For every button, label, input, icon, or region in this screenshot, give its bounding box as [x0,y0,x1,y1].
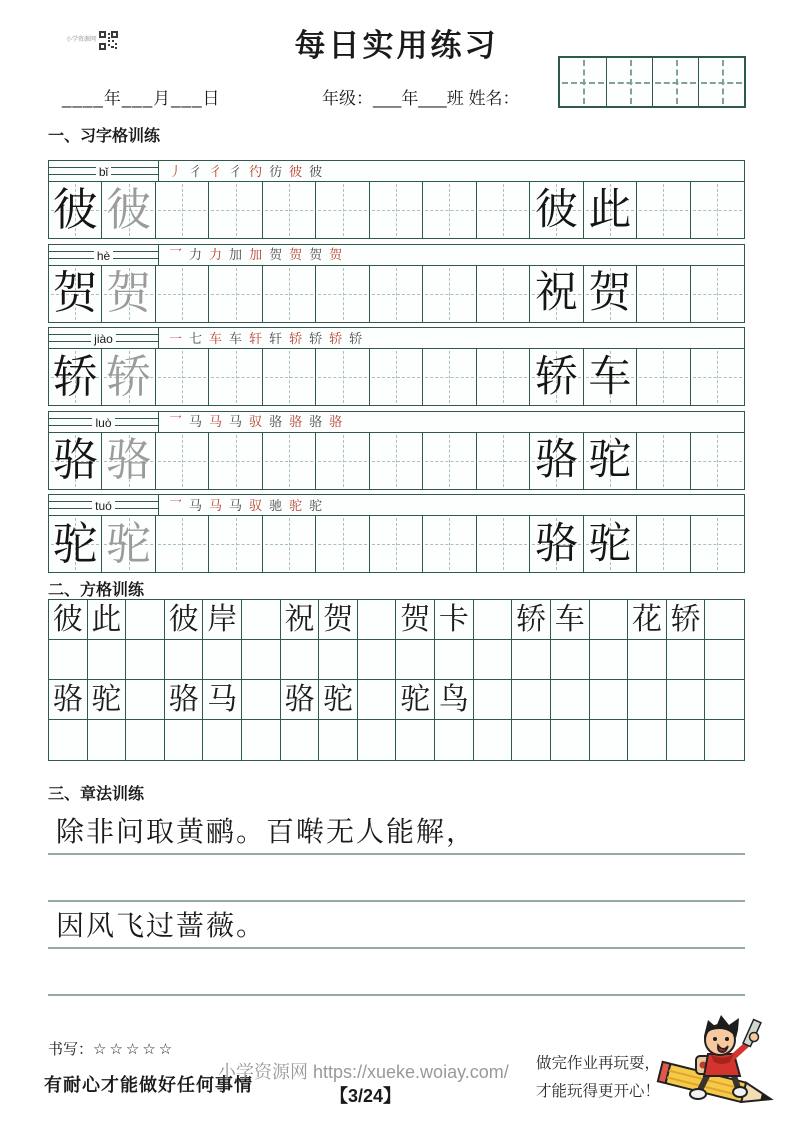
trace-character: 骆 [106,435,152,485]
square-cell [203,680,242,720]
square-cell [358,680,397,720]
square-cell [49,720,88,760]
tianzige-cell [530,266,583,322]
page-title: 每日实用练习 [294,28,499,63]
square-cell-character: 骆 [168,682,199,716]
square-cell-character: 驼 [91,682,122,716]
tianzige-cell [584,516,637,572]
tianzige-cell [209,433,262,489]
square-cell [705,600,744,640]
square-cell [165,720,204,760]
tianzige-cell [423,349,476,405]
site-logo-text: 小学资源网 [65,36,96,43]
square-cell-character: 贺 [323,602,354,636]
stroke-step: 马 [209,497,223,513]
square-cell [590,640,629,680]
stroke-step: 轿 [329,330,343,346]
tianzige-cell [263,182,316,238]
stroke-step: 骆 [309,414,323,429]
rating-row [48,1038,175,1059]
pinyin-label: bǐ [96,166,111,178]
tianzige-cell [370,433,423,489]
tianzige-cell [423,433,476,489]
section3-title: 三、章法训练 [48,786,145,803]
square-cell [165,680,204,720]
tianzige-cell [530,182,583,238]
stroke-order-sequence [159,328,744,348]
square-cell [551,720,590,760]
pinyin-box [49,245,159,265]
tianzige-cell [370,516,423,572]
rating-label: 书写： [48,1041,94,1058]
stroke-step: 乛 [169,247,183,262]
square-cell [126,720,165,760]
square-cell [667,680,706,720]
stroke-step: 马 [189,497,203,513]
square-cell [49,600,88,640]
practice-cell-row [49,516,744,572]
tianzige-cell [530,433,583,489]
square-cell [88,640,127,680]
tianzige-cell [691,266,744,322]
square-cell-character: 彼 [168,602,199,636]
name-grid-cell [652,58,698,106]
square-cell [512,680,551,720]
square-cell-character: 车 [554,602,585,636]
mascot-boy-on-pencil-illustration [648,1014,790,1118]
tianzige-cell [156,266,209,322]
word-character: 骆 [534,437,578,484]
square-cell [242,720,281,760]
stroke-step: 七 [189,330,203,346]
tianzige-cell [691,516,744,572]
tianzige-cell [102,349,155,405]
stroke-step: 贺 [269,247,283,262]
square-cell [319,720,358,760]
tianzige-cell [49,266,102,322]
tianzige-cell [102,182,155,238]
stroke-step: 乛 [169,414,183,429]
square-cell [435,720,474,760]
tianzige-cell [637,516,690,572]
star-icons: ☆☆☆☆☆ [93,1041,176,1058]
tianzige-cell [209,266,262,322]
writing-line-text: 因风飞过蔷薇。 [56,911,267,943]
tianzige-cell [691,349,744,405]
word-character: 此 [588,186,632,234]
stroke-step: 轩 [249,330,263,346]
square-cell [165,600,204,640]
tianzige-cell [102,266,155,322]
square-cell [705,680,744,720]
pinyin-label: jiào [91,333,116,345]
stroke-step: 轩 [269,330,283,346]
pinyin-label: hè [94,250,113,262]
pinyin-box [49,161,159,181]
stroke-order-sequence [159,245,744,265]
square-cell [126,600,165,640]
practice-row-header [49,245,744,266]
square-cell [396,600,435,640]
writing-line [48,855,745,902]
square-cell [435,680,474,720]
tianzige-cell [316,266,369,322]
tianzige-cell [370,182,423,238]
tianzige-cell [477,182,530,238]
square-cell [474,640,513,680]
stroke-step: 彼 [309,163,323,179]
tianzige-cell [49,349,102,405]
stroke-step: 加 [229,247,243,262]
square-cell [396,640,435,680]
stroke-step: 力 [209,247,223,262]
square-cell-character: 祝 [284,602,315,636]
name-grid-cell [560,58,606,106]
square-cell [242,640,281,680]
stroke-step: 马 [209,414,223,429]
stroke-step: 彳 [229,163,243,179]
square-cell [512,720,551,760]
square-cell [705,720,744,760]
tianzige-cell [316,182,369,238]
tianzige-cell [637,433,690,489]
tianzige-cell [102,516,155,572]
square-cell [705,640,744,680]
word-practice-grid [48,599,745,761]
tianzige-cell [477,516,530,572]
tianzige-cell [49,516,102,572]
practice-row [48,244,745,323]
pinyin-box [49,412,159,432]
square-cell [49,680,88,720]
square-cell [319,600,358,640]
tianzige-cell [49,433,102,489]
stroke-step: 力 [189,247,203,262]
square-cell [358,600,397,640]
stroke-step: 乛 [169,497,183,513]
page-indicator: 【3/24】 [330,1086,402,1106]
square-cell [126,640,165,680]
square-cell [435,640,474,680]
site-url-text: 小学资源网 https://xueke.woiay.com/ [218,1062,509,1082]
tianzige-cell [530,349,583,405]
tianzige-cell [209,182,262,238]
square-cell-character: 贺 [400,602,431,636]
stroke-step: 马 [229,414,243,429]
square-cell-character: 轿 [516,602,547,636]
square-cell-character: 骆 [52,682,83,716]
square-cell [628,720,667,760]
tianzige-cell [423,266,476,322]
stroke-step: 驭 [249,497,263,513]
trace-character: 彼 [106,184,152,235]
stroke-step: 驼 [289,497,303,513]
square-cell-character: 彼 [52,602,83,636]
writing-line-text: 除非问取黄鹂。百啭无人能解， [56,817,477,849]
tianzige-cell [584,349,637,405]
square-cell [126,680,165,720]
stroke-step: 贺 [289,247,303,262]
square-cell [88,720,127,760]
name-writing-grid [558,56,746,108]
writing-line [48,902,745,949]
square-cell [358,720,397,760]
pinyin-box [49,495,159,515]
stroke-step: 丿 [169,163,183,179]
tianzige-cell [263,433,316,489]
square-cell-character: 马 [207,682,238,716]
square-cell [396,720,435,760]
square-cell-character: 岸 [207,602,238,636]
tianzige-cell [156,433,209,489]
tianzige-cell [637,182,690,238]
tianzige-cell [49,182,102,238]
model-character: 轿 [52,351,98,402]
tianzige-cell [263,516,316,572]
stroke-order-sequence [159,161,744,181]
square-cell [628,680,667,720]
square-cell [358,640,397,680]
square-cell [512,600,551,640]
square-cell [590,720,629,760]
stroke-step: 轿 [289,330,303,346]
square-cell [512,640,551,680]
square-cell-character: 花 [631,602,662,636]
square-cell [319,640,358,680]
square-cell [281,720,320,760]
square-cell [551,600,590,640]
square-cell [242,600,281,640]
tianzige-cell [370,266,423,322]
tianzige-cell [530,516,583,572]
tianzige-cell [209,516,262,572]
tianzige-cell [584,433,637,489]
square-cell [242,680,281,720]
square-cell [281,640,320,680]
square-cell [88,600,127,640]
stroke-order-sequence [159,412,744,432]
stroke-step: 一 [169,330,183,346]
square-cell [551,680,590,720]
square-cell-character: 此 [91,602,122,636]
word-character: 贺 [588,270,632,317]
square-cell [590,680,629,720]
stroke-step: 贺 [309,247,323,262]
model-character: 驼 [52,518,98,569]
tianzige-cell [423,182,476,238]
character-practice-rows [48,160,745,578]
stroke-step: 骆 [329,414,343,429]
stroke-step: 加 [249,247,263,262]
tianzige-cell [316,433,369,489]
stroke-step: 马 [189,414,203,429]
name-grid-cell [698,58,744,106]
tianzige-cell [477,433,530,489]
stroke-step: 彳 [209,163,223,179]
mascot-speech-text [520,1050,660,1106]
tianzige-cell [263,266,316,322]
date-blank-line: ____年___月___日 [62,89,221,108]
square-cell [165,640,204,680]
tianzige-cell [584,266,637,322]
stroke-step: 彴 [249,163,263,179]
tianzige-cell [102,433,155,489]
square-cell [474,720,513,760]
square-cell [590,600,629,640]
stroke-step: 彳 [189,163,203,179]
stroke-step: 驼 [309,497,323,513]
square-cell [281,680,320,720]
stroke-step: 车 [209,330,223,346]
pinyin-label: tuó [92,500,115,512]
stroke-step: 彼 [289,163,303,179]
square-cell [667,600,706,640]
word-character: 驼 [588,520,632,568]
square-cell [49,640,88,680]
practice-row-header [49,161,744,182]
practice-row-header [49,412,744,433]
word-character: 祝 [534,270,578,317]
sentence-practice-lines [48,808,745,996]
tianzige-cell [584,182,637,238]
square-cell [203,600,242,640]
square-cell [319,680,358,720]
practice-cell-row [49,349,744,405]
footer-quote: 有耐心才能做好任何事情 [44,1075,253,1095]
tianzige-cell [423,516,476,572]
square-cell [435,600,474,640]
tianzige-cell [691,182,744,238]
word-character: 驼 [588,437,632,484]
practice-cell-row [49,182,744,238]
model-character: 彼 [52,184,98,235]
square-cell [551,640,590,680]
section2-title: 二、方格训练 [48,582,145,599]
tianzige-cell [477,349,530,405]
practice-row [48,160,745,239]
practice-row-header [49,328,744,349]
writing-line [48,808,745,855]
square-cell [474,680,513,720]
practice-row [48,327,745,406]
tianzige-cell [637,266,690,322]
square-cell-character: 鸟 [438,682,469,716]
practice-cell-row [49,266,744,322]
word-character: 骆 [534,520,578,568]
square-cell-character: 驼 [400,682,431,716]
model-character: 贺 [52,268,98,318]
pinyin-box [49,328,159,348]
section1-title: 一、习字格训练 [48,128,161,145]
stroke-step: 车 [229,330,243,346]
stroke-step: 马 [229,497,243,513]
name-grid-cell [606,58,652,106]
square-cell [628,600,667,640]
writing-line [48,949,745,996]
square-cell-character: 轿 [670,602,701,636]
tianzige-cell [637,349,690,405]
stroke-step: 轿 [309,330,323,346]
square-cell [396,680,435,720]
square-cell-character: 驼 [323,682,354,716]
mascot-speech-line2: 才能玩得更开心！ [535,1082,660,1100]
practice-row-header [49,495,744,516]
square-cell [474,600,513,640]
square-cell [281,600,320,640]
grade-class-name-line: 年级：___年___班 姓名： [322,89,520,108]
square-cell [667,720,706,760]
square-cell-character: 卡 [438,602,469,636]
word-character: 彼 [534,186,578,234]
tianzige-cell [156,516,209,572]
stroke-step: 驰 [269,497,283,513]
stroke-step: 贺 [329,247,343,262]
square-cell [203,720,242,760]
square-cell [628,640,667,680]
tianzige-cell [316,516,369,572]
trace-character: 驼 [106,518,152,569]
tianzige-cell [691,433,744,489]
pinyin-label: luò [92,417,114,429]
stroke-order-sequence [159,495,744,515]
word-character: 车 [588,353,632,401]
square-cell-character: 骆 [284,682,315,716]
stroke-step: 轿 [349,330,363,346]
model-character: 骆 [52,435,98,485]
tianzige-cell [477,266,530,322]
word-character: 轿 [534,353,578,401]
tianzige-cell [263,349,316,405]
stroke-step: 骆 [269,414,283,429]
trace-character: 贺 [106,268,152,318]
practice-row [48,494,745,573]
trace-character: 轿 [106,351,152,402]
square-cell [88,680,127,720]
tianzige-cell [209,349,262,405]
square-cell [667,640,706,680]
practice-cell-row [49,433,744,489]
stroke-step: 骆 [289,414,303,429]
tianzige-cell [156,182,209,238]
tianzige-cell [370,349,423,405]
square-cell [203,640,242,680]
mascot-speech-line1: 做完作业再玩耍， [535,1055,660,1072]
stroke-step: 驭 [249,414,263,429]
tianzige-cell [156,349,209,405]
practice-row [48,411,745,490]
stroke-step: 彷 [269,163,283,179]
tianzige-cell [316,349,369,405]
